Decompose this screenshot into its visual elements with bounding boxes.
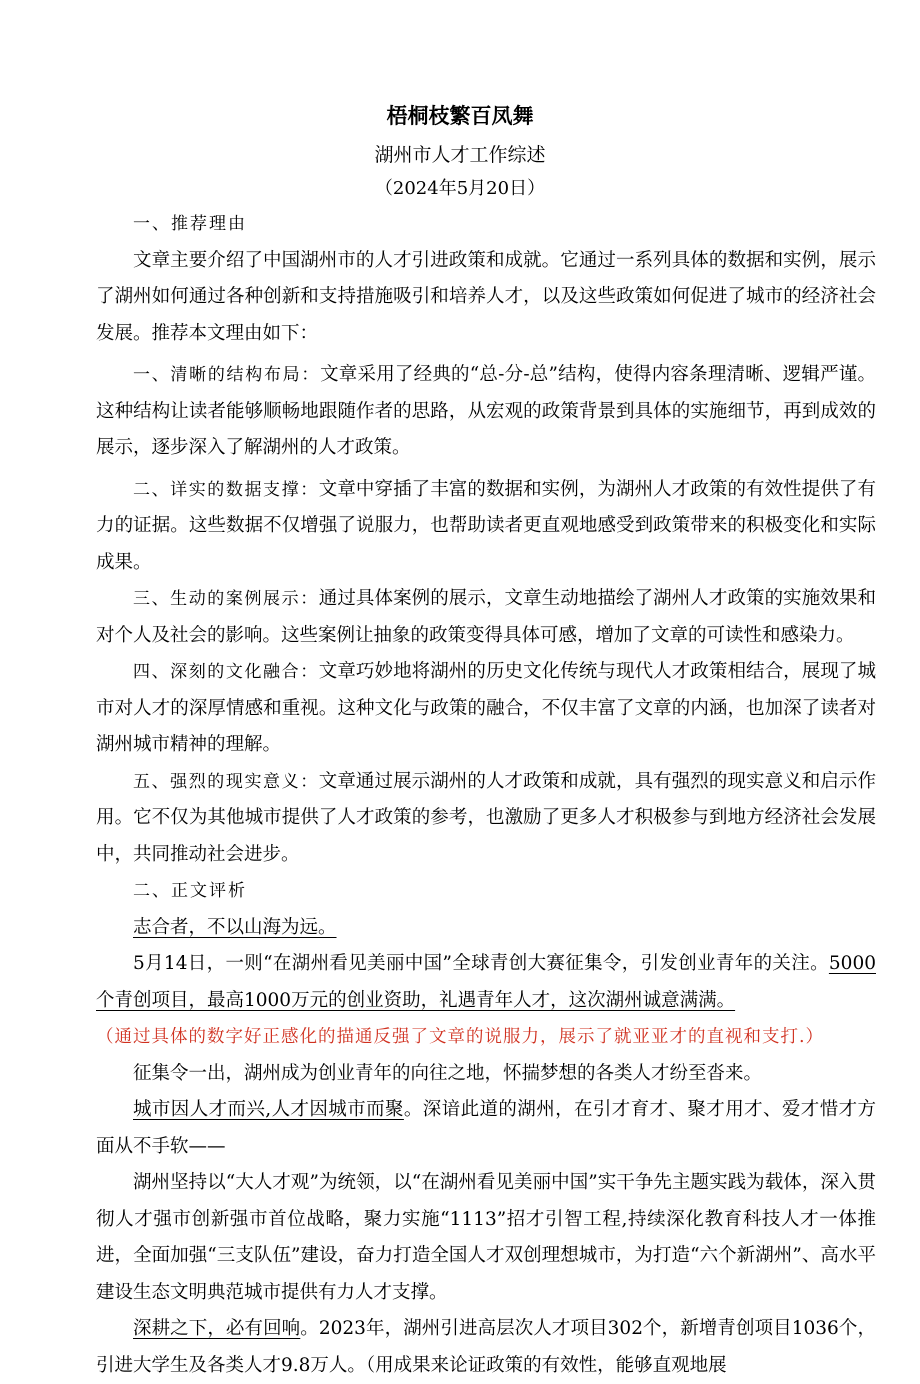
underlined-lead: 志合者，不以山海为远。 [133, 916, 337, 938]
lead-sentence [96, 910, 876, 947]
reason-label: 三、生动的案例展示： [133, 589, 319, 609]
reason-paragraph [96, 654, 876, 764]
reason-text: 文章中穿插了丰富的数据和实例，为湖州人才政策的有效性提供了有力的证据。这些数据不仅增强了说服力，也帮助读者更直观地感受到政策带来的积极变化和实际成果。 [96, 478, 876, 573]
paragraph-text: 5月14日，一则“在湖州看见美丽中国”全球青创大赛征集令，引发创业青年的关注。 [133, 953, 829, 974]
reason-label: 一、清晰的结构布局： [133, 365, 321, 385]
reason-paragraph [96, 357, 876, 467]
red-commentary: （通过具体的数字好正感化的描通反强了文章的说服力，展示了就亚亚才的直视和支打.） [96, 1027, 825, 1047]
reason-paragraph [96, 581, 876, 654]
document-body [96, 206, 876, 1384]
intro-paragraph: 文章主要介绍了中国湖州市的人才引进政策和成就。它通过一系列具体的数据和实例，展示了湖州如何通过各种创新和支持措施吸引和培养人才，以及这些政策如何促进了城市的经济社会发展。推荐本文理由如下： [96, 249, 876, 344]
underlined-lead: 城市因人才而兴,人才因城市而聚 [133, 1099, 404, 1120]
underlined-lead: 深耕之下，必有回响 [133, 1318, 301, 1339]
reason-paragraph [96, 472, 876, 582]
body-paragraph [96, 1092, 876, 1165]
underlined-highlight: 5000个青创项目，最高1000万元的创业资助，礼遇青年人才，这次湖州诚意满满。 [96, 953, 876, 1011]
body-paragraph: 湖州坚持以“大人才观”为统领，以“在湖州看见美丽中国”实干争先主题实践为载体，深入贯彻人才强市创新强市首位战略，聚力实施“1113”招才引智工程,持续深化教育科技人才一体推进，全面加强“三支队伍”建设，奋力打造全国人才双创理想城市，为打造“六个新湖州”、高水平建设生态文明典范城市提供有力人才支撑。 [96, 1172, 876, 1303]
section-heading-analysis: 二、正文评析 [133, 881, 247, 901]
document-title: 梧桐枝繁百凤舞 [386, 104, 534, 128]
reason-text: 文章巧妙地将湖州的历史文化传统与现代人才政策相结合，展现了城市对人才的深厚情感和重视。这种文化与政策的融合，不仅丰富了文章的内涵，也加深了读者对湖州城市精神的理解。 [96, 661, 876, 755]
document-date: （2024年5月20日） [374, 178, 546, 199]
body-paragraph [96, 1311, 876, 1384]
body-paragraph [96, 946, 876, 1019]
reason-text: 文章采用了经典的“总-分-总”结构，使得内容条理清晰、逻辑严谨。这种结构让读者能够顺畅地跟随作者的思路，从宏观的政策背景到具体的实施细节，再到成效的展示，逐步深入了解湖州的人才政策。 [96, 364, 876, 458]
paragraph-text: 。深谙此道的湖州，在引才育才、聚才用才、爱才惜才方面从不手软—— [96, 1099, 876, 1157]
section-heading-recommendation: 一、推荐理由 [133, 214, 247, 234]
reason-text: 文章通过展示湖州的人才政策和成就，具有强烈的现实意义和启示作用。它不仅为其他城市提供了人才政策的参考，也激励了更多人才积极参与到地方经济社会发展中，共同推动社会进步。 [96, 770, 876, 865]
paragraph-text: 。2023年，湖州引进高层次人才项目302个，新增青创项目1036个，引进大学生及各类人才9.8万人。（用成果来论证政策的有效性，能够直观地展 [96, 1318, 876, 1376]
reason-label: 五、强烈的现实意义： [133, 771, 319, 792]
reason-text: 通过具体案例的展示，文章生动地描绘了湖州人才政策的实施效果和对个人及社会的影响。这些案例让抽象的政策变得具体可感，增加了文章的可读性和感染力。 [96, 588, 876, 646]
reason-label: 二、详实的数据支撑： [133, 479, 319, 500]
document-subtitle: 湖州市人才工作综述 [374, 144, 546, 166]
body-paragraph: 征集令一出，湖州成为创业青年的向往之地，怀揣梦想的各类人才纷至沓来。 [133, 1062, 763, 1084]
reason-paragraph [96, 764, 876, 874]
reason-label: 四、深刻的文化融合： [133, 662, 319, 682]
